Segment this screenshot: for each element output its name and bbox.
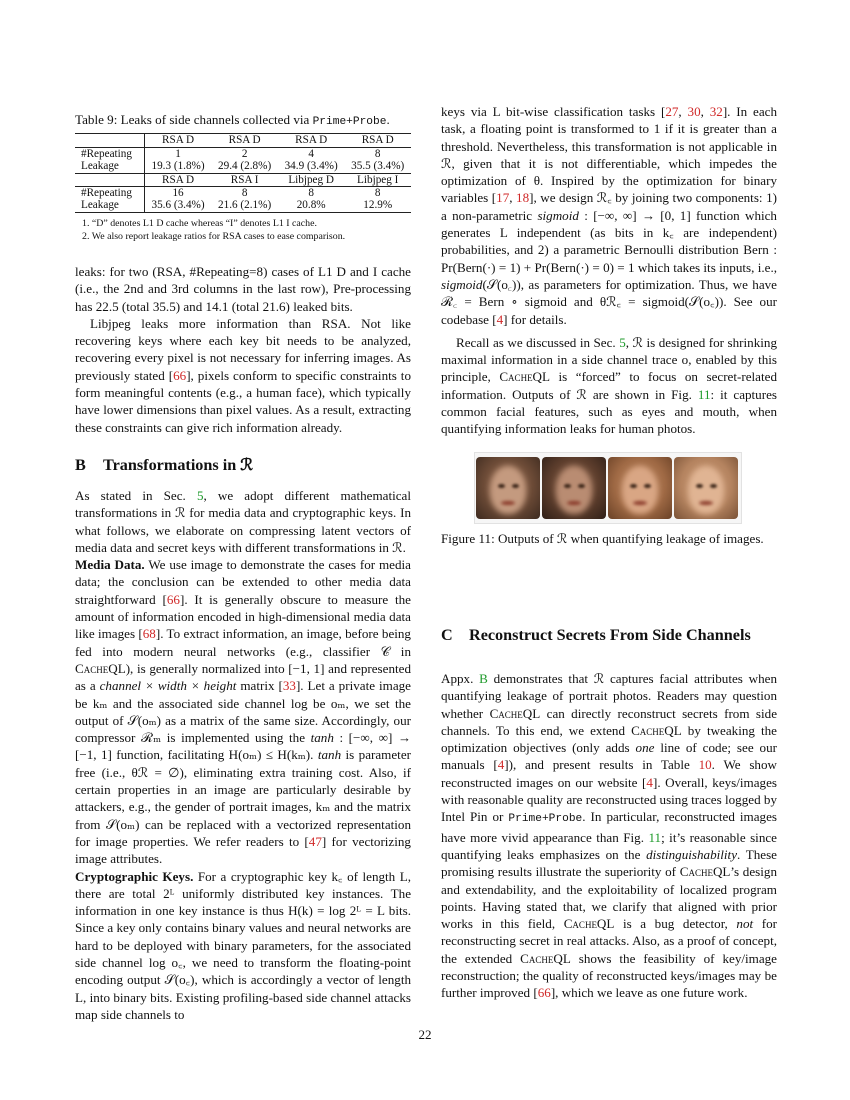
table9-row: [75, 147, 411, 160]
table9-row: [75, 186, 411, 199]
table9-cell: #Repeating: [75, 147, 144, 160]
table9-row: [75, 134, 411, 147]
table9-block: [75, 111, 411, 244]
table9-cell: [75, 173, 144, 186]
left-text-top: [75, 263, 411, 436]
table9-row: [75, 160, 411, 173]
paragraph-recall: Recall as we discussed in Sec. 5, ℛ is designed for shrinking maximal information in a side channel trace o, enabled by this principle, CacheQL is “forced” to focus on secret-related information. Outputs of ℛ are shown in Fig. 11: it captures common facial features, such as eyes and mouth, when quantifying information leaks for human photos.: [441, 334, 778, 437]
table9-cell: #Repeating: [75, 186, 144, 199]
table9: [75, 133, 411, 212]
citation-68[interactable]: 68: [142, 626, 156, 642]
table9-cell: RSA D: [144, 173, 211, 186]
citation-4[interactable]: 4: [496, 311, 504, 327]
figure-ref-11b[interactable]: 11: [648, 829, 662, 845]
appendix-ref-b[interactable]: B: [479, 671, 488, 686]
table9-cell: 21.6 (2.1%): [211, 199, 278, 212]
face-image-3: [608, 457, 672, 519]
paragraph-leaks: leaks: for two (RSA, #Repeating=8) cases of L1 D and I cache (i.e., the 2nd and 3rd columns in the last row), Pre-processing has 22.5 (total 35.5) and 14.1 (total 21.6) leaked bits.: [75, 264, 411, 314]
citation-17[interactable]: 17: [496, 190, 510, 206]
figure11-caption: Figure 11: Outputs of ℛ when quantifying leakage of images.: [441, 531, 764, 546]
table9-cell: RSA D: [144, 134, 211, 147]
section-ref-5[interactable]: 5: [196, 488, 204, 503]
table9-cell: 35.6 (3.4%): [144, 199, 211, 212]
face-image-4: [674, 457, 738, 519]
table9-cell: 2: [211, 147, 278, 160]
citation-33[interactable]: 33: [282, 678, 296, 694]
table9-cell: 35.5 (3.4%): [351, 160, 405, 173]
citation-66c[interactable]: 66: [537, 985, 551, 1001]
paragraph-bitwise: keys via L bit-wise classification tasks [27, 30, 32]. In each task, a floating point is transformed to 1 if it is greater than a threshold. Nevertheless, this transformation is not applicable in ℛ, given that it is not differentiable, which impedes the optimization of θ. Inspired by the optimization for binary variables [17, 18], we design ℛ꜀ by joining two components: 1) a non-parametric sigmoid : [−∞, ∞] → [0, 1] function which generates L independent (as bits in k꜀ are independent) probabilities, and 2) a parametric Bernoulli distribution Bern : Pr(Bern(·) = 1) + Pr(Bern(·) = 0) = 1 which takes its inputs, i.e., sigmoid(𝒮(o꜀)), as parameters for optimization. Thus, we have ℛ꜀ = Bern ∘ sigmoid and θℛ꜀ = sigmoid(𝒮(o꜀)). See our codebase [4] for details.: [441, 104, 777, 327]
citation-18[interactable]: 18: [516, 190, 530, 206]
table9-note-2: 2. We also report leakage ratios for RSA cases to ease comparison.: [82, 231, 346, 243]
table9-cell: Libjpeg I: [344, 173, 411, 186]
table9-cell: 34.9 (3.4%): [284, 160, 338, 173]
section-b-heading: B Transformations in ℛ: [75, 456, 254, 474]
right-text-top: [441, 103, 777, 438]
table9-cell: 8: [278, 186, 345, 199]
citation-47[interactable]: 47: [308, 833, 322, 849]
paragraph-media-data: Media Data. We use image to demonstrate the cases for media data; the conclusion can be extended to other media data straightforward [66]. It is generally obscure to measure the amount of information encoded in high-dimensional media data like images [68]. To extract information, an image, before being fed into modern neural networks (e.g., classifier 𝒞 in CacheQL), is generally normalized into [−1, 1] and represented as a channel × width × height matrix [33]. Let a private image be kₘ and the associated side channel log be oₘ, we set the output of 𝒮(oₘ) as a matrix of the same size. Accordingly, our compressor ℛₘ is implemented using the tanh : [−∞, ∞] → [−1, 1] function, facilitating H(oₘ) ≤ H(kₘ). tanh is parameter free (i.e., θℛ = ∅), eliminating extra training cost. Also, if certain properties in an image are particularly desirable by attackers, e.g., the gender of portrait images, kₘ and the matrix from 𝒮(oₘ) can be replaced with a vectorized representation for image properties. We refer readers to [47] for vectorizing image attributes.: [75, 557, 411, 867]
citation-27[interactable]: 27: [665, 104, 679, 119]
right-text-bottom: [441, 670, 777, 1002]
page-number: 22: [418, 1027, 432, 1042]
table9-note-1: 1. “D” denotes L1 D cache whereas “I” denotes L1 I cache.: [82, 217, 317, 229]
paragraph-crypto-keys: Cryptographic Keys. For a cryptographic key k꜀ of length L, there are total 2ᴸ uniformly distributed key instances. The information in one key instance is thus H(k) = log 2ᴸ = L bits. Since a key only contains binary values and neural networks are hard to be deployed with binary parameters, for the associated side channel log o꜀, we need to transform the floating-point encoding output 𝒮(o꜀), which is accordingly a vector of length L, into binary bits. Existing profiling-based side channel attacks map side channels to: [75, 868, 411, 1022]
table9-cell: 16: [144, 186, 211, 199]
section-c-heading: C Reconstruct Secrets From Side Channels: [441, 626, 751, 644]
table9-cell: RSA D: [278, 134, 345, 147]
table9-cell: RSA D: [344, 134, 411, 147]
table9-cell: 8: [211, 186, 278, 199]
table9-cell: [75, 134, 144, 147]
figure11-image-strip: [474, 452, 742, 524]
table9-cell: 4: [278, 147, 345, 160]
table9-cell: RSA D: [211, 134, 278, 147]
table9-cell: Leakage: [75, 199, 144, 212]
table9-row: [75, 199, 411, 212]
table9-cell: RSA I: [211, 173, 278, 186]
citation-30[interactable]: 30: [687, 104, 701, 119]
table9-cell: 8: [344, 186, 411, 199]
section-ref-5b[interactable]: 5: [619, 334, 626, 350]
figure-ref-11[interactable]: 11: [697, 386, 711, 402]
table9-notes: [75, 217, 411, 244]
table9-cell: 20.8%: [278, 199, 345, 212]
table-ref-10[interactable]: 10: [698, 757, 712, 773]
table9-cell: 29.4 (2.8%): [218, 160, 272, 173]
paragraph-reconstruct: Appx. B demonstrates that ℛ captures facial attributes when quantifying leakage of portrait photos. Readers may question whether CacheQL can directly reconstruct secrets from side channels. To this end, we extend CacheQL by tweaking the optimization objectives (only adds one line of code; see our manuals [4]), and present results in Table 10. We show reconstructed images on our website [4]. Overall, keys/images with reasonable quality are reconstructed using traces logged by Intel Pin or Prime+Probe. In particular, reconstructed images have more vivid appearance than Fig. 11; it’s reasonable since quantifying leaks emphasizes on the distinguishability. These promising results illustrate the superiority of CacheQL’s design and extendability, and the exploitability of localized program points. Having stated that, we clarify that aligned with prior works in this field, CacheQL is a bug detector, not for reconstructing secret in real attacks. Also, as a proof of concept, the extended CacheQL shows the feasibility of key/image reconstruction; the quality of reconstructed keys/images may be further improved [66], which we leave as one future work.: [441, 671, 778, 1001]
face-image-2: [542, 457, 606, 519]
citation-4c[interactable]: 4: [646, 774, 653, 790]
face-image-1: [476, 457, 540, 519]
table9-cell: 12.9%: [344, 199, 411, 212]
left-text-bottom: [75, 487, 411, 1023]
paragraph-stated: As stated in Sec. 5, we adopt different mathematical transformations in ℛ for media data and cryptographic keys. In what follows, we elaborate on compressing latent vectors of media data and secret keys with different transformations in ℛ.: [75, 488, 411, 555]
table9-caption: Table 9: Leaks of side channels collected via Prime+Probe.: [75, 112, 390, 128]
citation-32[interactable]: 32: [709, 104, 723, 119]
table9-cell: 1: [144, 147, 211, 160]
table9-cell: Leakage: [81, 160, 119, 173]
table9-cell: 19.3 (1.8%): [144, 160, 211, 173]
table9-cell: 8: [344, 147, 411, 160]
paragraph-libjpeg: Libjpeg leaks more information than RSA. Not like recovering keys where each key bit needs to be analyzed, recovering every pixel is not necessary for inferring images. As previously stated [66], pixels conform to specific constraints to form meaningful contents (e.g., a human face), which typically have lower dimensions than pixel values. As a result, extracting these constraints can give rich information already.: [75, 315, 411, 435]
citation-66b[interactable]: 66: [166, 591, 180, 607]
citation-66[interactable]: 66: [173, 367, 187, 383]
table9-cell: Libjpeg D: [278, 173, 345, 186]
citation-4b[interactable]: 4: [497, 757, 505, 773]
table9-row: [75, 173, 411, 186]
